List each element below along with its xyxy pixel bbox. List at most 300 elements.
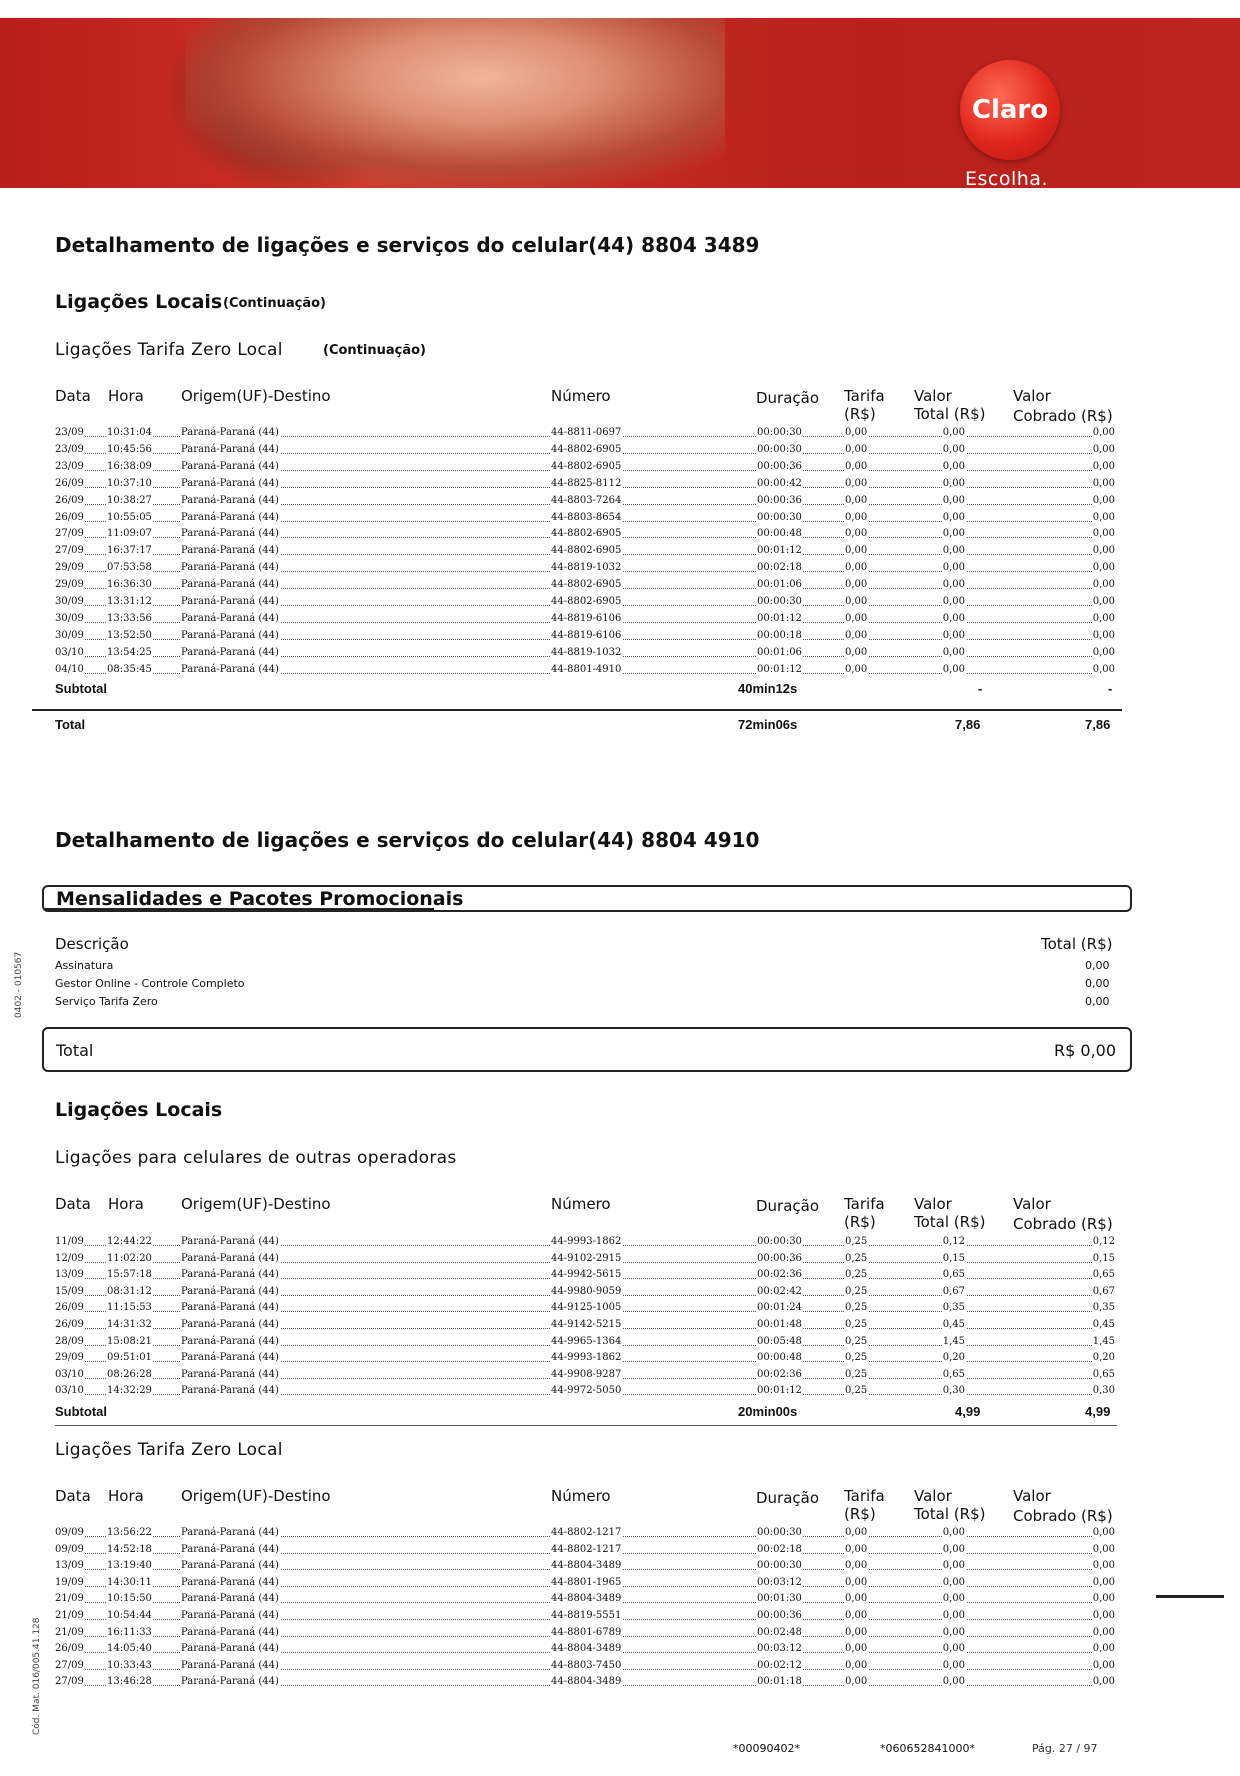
section1-cell-valor-cobrado xyxy=(1092,458,1116,475)
section2-table2-col-valor-cobrado-2: Cobrado (R$) xyxy=(1013,1507,1113,1525)
section2-table1-row xyxy=(54,1299,1116,1316)
section1-cell-valor-total xyxy=(942,441,966,458)
section1-cell-text: Paraná-Paraná (44) xyxy=(181,511,279,523)
section2-table1-cell-valor-total xyxy=(942,1349,966,1366)
section1-cell-text: 0,00 xyxy=(1092,545,1115,557)
section1-total-total: 7,86 xyxy=(955,717,981,732)
section1-cell-numero xyxy=(550,441,622,458)
section2-table1-cell-tarifa xyxy=(844,1333,868,1350)
section1-cell-text: 13:31:12 xyxy=(107,596,152,607)
sub1-subtotal-cobrado: 4,99 xyxy=(1085,1404,1111,1419)
section2-table1-cell-text: 26/09 xyxy=(55,1302,84,1314)
section1-cell-text: 0,00 xyxy=(1092,596,1115,607)
section1-cell-tarifa xyxy=(844,661,868,678)
section1-cell-valor-total xyxy=(942,610,966,627)
section2-table1-cell-text: 00:01:48 xyxy=(757,1319,802,1330)
section1-cell-origem xyxy=(180,627,280,644)
section2-table2-cell-text: 44-8804-3489 xyxy=(551,1593,622,1605)
section1-col-valor-cobrado-2: Cobrado (R$) xyxy=(1013,407,1113,425)
section2-table1-cell-text: 0,35 xyxy=(942,1302,965,1314)
section1-cell-tarifa xyxy=(844,475,868,492)
section2-table1-cell-duracao xyxy=(756,1349,803,1366)
section1-cell-duracao xyxy=(756,475,803,492)
section1-cell-duracao xyxy=(756,458,803,475)
section1-cell-text: 0,00 xyxy=(942,646,965,658)
section1-cell-valor-total xyxy=(942,593,966,610)
section2-table2-row xyxy=(54,1607,1116,1624)
section1-cell-valor-cobrado xyxy=(1092,509,1116,526)
section2-table2-cell-hora xyxy=(106,1624,153,1641)
section1-cell-text: 08:35:45 xyxy=(107,663,152,675)
section2-table1-cell-text: 0,30 xyxy=(1092,1385,1115,1397)
section1-cell-text: 44-8819-6106 xyxy=(551,629,622,641)
mensalidades-underline xyxy=(44,908,434,910)
section2-table1-cell-text: 12/09 xyxy=(55,1252,84,1264)
section1-cell-numero xyxy=(550,424,622,441)
page-number: Pág. 27 / 97 xyxy=(1032,1742,1098,1755)
section1-col-data: Data xyxy=(55,387,91,405)
section2-table2-cell-text: 19/09 xyxy=(55,1576,84,1588)
section1-cell-origem xyxy=(180,509,280,526)
section1-cell-valor-total xyxy=(942,542,966,559)
section2-table2-cell-origem xyxy=(180,1524,280,1541)
section2-table2-cell-text: 00:01:30 xyxy=(757,1593,802,1605)
section2-table1-row xyxy=(54,1266,1116,1283)
section2-table1-cell-text: 0,25 xyxy=(845,1335,868,1347)
section1-cell-text: 26/09 xyxy=(55,511,84,523)
section1-cell-text: Paraná-Paraná (44) xyxy=(181,663,279,675)
section2-table2-col-numero: Número xyxy=(551,1487,611,1505)
section1-cell-numero xyxy=(550,458,622,475)
section2-table1-cell-text: 1,45 xyxy=(942,1335,965,1347)
section2-table1-row xyxy=(54,1233,1116,1250)
side-material-code: Cód. Mat. 016/005.41.128 xyxy=(32,1617,42,1735)
section1-cell-numero xyxy=(550,644,622,661)
section2-table2-cell-origem xyxy=(180,1624,280,1641)
section2-table1-cell-text: 0,25 xyxy=(845,1285,868,1297)
section2-table1-cell-text: Paraná-Paraná (44) xyxy=(181,1285,279,1297)
section1-cell-valor-cobrado xyxy=(1092,576,1116,593)
section2-table1-cell-duracao xyxy=(756,1299,803,1316)
section2-table1-cell-hora xyxy=(106,1382,153,1399)
section2-table1-cell-duracao xyxy=(756,1233,803,1250)
section1-col-numero: Número xyxy=(551,387,611,405)
section2-table1-cell-text: 0,65 xyxy=(1092,1269,1115,1281)
section2-table1-cell-text: 14:32:29 xyxy=(107,1385,152,1397)
section1-cell-text: 44-8825-8112 xyxy=(551,477,622,489)
section2-table1-col-valor-total-1: Valor xyxy=(914,1195,952,1213)
footer-code-2: *060652841000* xyxy=(880,1742,975,1755)
section2-table2-cell-hora xyxy=(106,1541,153,1558)
section2-table1-cell-text: 00:01:24 xyxy=(757,1302,802,1314)
section2-table1-cell-text: 0,15 xyxy=(942,1252,965,1264)
section2-table1-cell-text: 00:02:36 xyxy=(757,1368,802,1380)
section1-group: Ligações Locais xyxy=(55,291,223,313)
section2-table2-cell-text: 00:03:12 xyxy=(757,1643,802,1655)
section2-table1-cell-text: 0,20 xyxy=(1092,1352,1115,1364)
section2-table1-cell-duracao xyxy=(756,1266,803,1283)
section2-table2-cell-text: 0,00 xyxy=(942,1610,965,1621)
section1-cell-valor-cobrado xyxy=(1092,610,1116,627)
section1-cell-tarifa xyxy=(844,542,868,559)
section2-table1-cell-tarifa xyxy=(844,1233,868,1250)
section1-cell-text: 00:00:30 xyxy=(757,511,802,523)
section2-table2-cell-data xyxy=(54,1557,85,1574)
section2-table1-cell-text: Paraná-Paraná (44) xyxy=(181,1385,279,1397)
section2-table2-cell-text: 44-8802-1217 xyxy=(551,1527,622,1538)
section2-table2-row xyxy=(54,1524,1116,1541)
section1-cell-origem xyxy=(180,458,280,475)
section1-cell-text: 23/09 xyxy=(55,460,84,472)
section1-cell-numero xyxy=(550,542,622,559)
section2-table1-cell-origem xyxy=(180,1382,280,1399)
section1-cell-valor-cobrado xyxy=(1092,661,1116,678)
section1-cell-data xyxy=(54,475,85,492)
section1-cell-tarifa xyxy=(844,559,868,576)
section2-table1-cell-text: 03/10 xyxy=(55,1385,84,1397)
section1-cell-text: 10:31:04 xyxy=(107,427,152,438)
section2-table2-col-valor-total-2: Total (R$) xyxy=(914,1505,986,1523)
section2-table2-cell-valor-cobrado xyxy=(1092,1541,1116,1558)
section1-cell-text: 0,00 xyxy=(1092,460,1115,472)
mensalidades-total-box xyxy=(42,1027,1132,1072)
section1-cell-text: 16:37:17 xyxy=(107,545,152,557)
section2-table2-row xyxy=(54,1541,1116,1558)
section1-cell-text: 0,00 xyxy=(845,579,868,591)
section2-table1-cell-text: 15:57:18 xyxy=(107,1269,152,1281)
section2-table2-cell-duracao xyxy=(756,1640,803,1657)
section1-cell-hora xyxy=(106,644,153,661)
mensalidades-box xyxy=(42,885,1132,912)
section2-table2-cell-origem xyxy=(180,1541,280,1558)
section2-table1-cell-numero xyxy=(550,1283,622,1300)
section1-cell-text: 23/09 xyxy=(55,443,84,455)
section2-table2-cell-text: 00:00:36 xyxy=(757,1610,802,1621)
section2-table2-cell-tarifa xyxy=(844,1673,868,1690)
footer-code-1: *00090402* xyxy=(733,1742,800,1755)
section2-table2-cell-text: Paraná-Paraná (44) xyxy=(181,1610,279,1621)
descricao-header: Descrição xyxy=(55,935,129,953)
section2-table2-cell-text: 14:05:40 xyxy=(107,1643,152,1655)
section1-cell-text: 0,00 xyxy=(942,562,965,574)
section2-table1-cell-valor-total xyxy=(942,1366,966,1383)
section1-cell-numero xyxy=(550,492,622,509)
section1-cell-text: 26/09 xyxy=(55,477,84,489)
section1-cell-text: 27/09 xyxy=(55,545,84,557)
section2-table1-row xyxy=(54,1250,1116,1267)
section2-table1-cell-valor-total xyxy=(942,1250,966,1267)
section2-table2-cell-text: 13:56:22 xyxy=(107,1527,152,1538)
section1-cell-text: 04/10 xyxy=(55,663,84,675)
section1-cell-data xyxy=(54,610,85,627)
section2-table1-cell-valor-cobrado xyxy=(1092,1382,1116,1399)
section1-row xyxy=(54,441,1116,458)
section1-col-tarifa-unit: (R$) xyxy=(844,405,876,423)
section1-cell-duracao xyxy=(756,424,803,441)
section1-cell-numero xyxy=(550,661,622,678)
section1-cell-data xyxy=(54,661,85,678)
section2-table1-cell-origem xyxy=(180,1333,280,1350)
sub1-subtotal-total: 4,99 xyxy=(955,1404,981,1419)
section2-table2-cell-valor-cobrado xyxy=(1092,1657,1116,1674)
section2-table1-cell-text: 0,25 xyxy=(845,1252,868,1264)
section2-table1-cell-origem xyxy=(180,1250,280,1267)
section2-table2-cell-data xyxy=(54,1541,85,1558)
section1-cell-duracao xyxy=(756,661,803,678)
section1-row xyxy=(54,644,1116,661)
section2-table2-cell-text: 44-8802-1217 xyxy=(551,1543,622,1555)
section2-table2-cell-origem xyxy=(180,1673,280,1690)
section1-cell-text: Paraná-Paraná (44) xyxy=(181,477,279,489)
section1-cell-origem xyxy=(180,525,280,542)
section1-cell-text: 10:37:10 xyxy=(107,477,152,489)
section1-cell-valor-total xyxy=(942,627,966,644)
section1-cell-text: 16:38:09 xyxy=(107,460,152,472)
section2-table1-cell-text: 0,25 xyxy=(845,1385,868,1397)
section2-table1-cell-valor-total xyxy=(942,1382,966,1399)
section2-table1-cell-text: 44-9972-5050 xyxy=(551,1385,622,1397)
section2-table1-cell-valor-cobrado xyxy=(1092,1283,1116,1300)
section1-cell-text: 0,00 xyxy=(942,494,965,506)
section2-table2-cell-text: Paraná-Paraná (44) xyxy=(181,1543,279,1555)
section2-table1-cell-text: Paraná-Paraná (44) xyxy=(181,1352,279,1364)
section1-cell-text: 0,00 xyxy=(942,612,965,624)
section1-cell-hora xyxy=(106,475,153,492)
section2-table2-cell-text: 44-8803-7450 xyxy=(551,1659,622,1671)
section1-cell-text: 0,00 xyxy=(1092,612,1115,624)
section2-table1-cell-duracao xyxy=(756,1366,803,1383)
section1-cell-text: 44-8819-6106 xyxy=(551,612,622,624)
section2-table2-cell-text: 00:03:12 xyxy=(757,1576,802,1588)
section1-cell-text: 0,00 xyxy=(942,443,965,455)
section2-table1-cell-text: 00:00:30 xyxy=(757,1236,802,1247)
section2-table1-cell-text: 00:02:42 xyxy=(757,1285,802,1297)
section1-cell-origem xyxy=(180,492,280,509)
section2-table1-cell-text: 28/09 xyxy=(55,1335,84,1347)
section1-cell-text: 29/09 xyxy=(55,579,84,591)
section2-table2-cell-valor-total xyxy=(942,1607,966,1624)
section2-table2-cell-text: 0,00 xyxy=(1092,1527,1115,1538)
section1-cell-text: 0,00 xyxy=(845,596,868,607)
section2-table1-cell-text: Paraná-Paraná (44) xyxy=(181,1302,279,1314)
section2-table1-cell-valor-cobrado xyxy=(1092,1366,1116,1383)
section2-table1-cell-duracao xyxy=(756,1250,803,1267)
section1-cell-text: 0,00 xyxy=(942,528,965,540)
section1-subgroup: Ligações Tarifa Zero Local xyxy=(55,340,283,360)
section2-table1-cell-text: 0,12 xyxy=(942,1236,965,1247)
section1-cell-hora xyxy=(106,542,153,559)
section2-table1-row xyxy=(54,1349,1116,1366)
section1-cell-tarifa xyxy=(844,492,868,509)
section1-cell-hora xyxy=(106,610,153,627)
section2-table2-col-origem: Origem(UF)-Destino xyxy=(181,1487,331,1505)
section2-table1-row xyxy=(54,1333,1116,1350)
section2-table2-cell-text: 27/09 xyxy=(55,1659,84,1671)
section2-table2-cell-text: 44-8819-5551 xyxy=(551,1610,622,1621)
section2-table2-col-valor-total-1: Valor xyxy=(914,1487,952,1505)
section2-table2-cell-text: 00:00:30 xyxy=(757,1560,802,1572)
section2-table1-cell-duracao xyxy=(756,1316,803,1333)
section2-table1-row xyxy=(54,1283,1116,1300)
section2-table2-cell-numero xyxy=(550,1574,622,1591)
section2-table2-cell-valor-total xyxy=(942,1590,966,1607)
section2-table1-col-numero: Número xyxy=(551,1195,611,1213)
section2-table1-cell-data xyxy=(54,1283,85,1300)
section2-table2-cell-text: 0,00 xyxy=(1092,1659,1115,1671)
section1-subtotal-label: Subtotal xyxy=(55,681,107,696)
section1-cell-text: 0,00 xyxy=(942,477,965,489)
section1-cell-text: 0,00 xyxy=(1092,494,1115,506)
section2-table2-cell-text: 0,00 xyxy=(942,1593,965,1605)
section2-table1-cell-text: 44-9993-1862 xyxy=(551,1236,622,1247)
section1-row xyxy=(54,576,1116,593)
section2-table1-cell-tarifa xyxy=(844,1299,868,1316)
section1-cell-text: 0,00 xyxy=(845,511,868,523)
section2-table2-row xyxy=(54,1673,1116,1690)
section1-cell-text: 44-8802-6905 xyxy=(551,460,622,472)
section1-cell-text: Paraná-Paraná (44) xyxy=(181,545,279,557)
section2-table2-cell-valor-cobrado xyxy=(1092,1574,1116,1591)
section2-table2-cell-data xyxy=(54,1673,85,1690)
section1-cell-text: 0,00 xyxy=(845,443,868,455)
section2-table1-cell-valor-cobrado xyxy=(1092,1250,1116,1267)
section1-cell-text: 0,00 xyxy=(1092,663,1115,675)
section2-table1-cell-text: 0,45 xyxy=(1092,1319,1115,1330)
section1-cell-text: 0,00 xyxy=(1092,646,1115,658)
section1-cell-duracao xyxy=(756,542,803,559)
section1-cell-text: 44-8802-6905 xyxy=(551,443,622,455)
section1-cell-tarifa xyxy=(844,610,868,627)
section2-table2-cell-text: 21/09 xyxy=(55,1593,84,1605)
section2-table1-cell-valor-total xyxy=(942,1333,966,1350)
section1-cell-text: 0,00 xyxy=(845,460,868,472)
section1-cell-valor-total xyxy=(942,475,966,492)
section2-table1-cell-text: 11/09 xyxy=(55,1236,84,1247)
mensalidade-item-label: Gestor Online - Controle Completo xyxy=(55,977,245,990)
section2-table1-cell-hora xyxy=(106,1316,153,1333)
section1-cell-data xyxy=(54,458,85,475)
section1-cell-data xyxy=(54,424,85,441)
section2-table1-cell-tarifa xyxy=(844,1382,868,1399)
section2-table1-cell-text: 11:02:20 xyxy=(107,1252,152,1264)
section2-table1-cell-tarifa xyxy=(844,1250,868,1267)
section2-table1-row xyxy=(54,1316,1116,1333)
section2-table1-row xyxy=(54,1366,1116,1383)
section1-cell-valor-total xyxy=(942,424,966,441)
section1-cell-text: 16:36:30 xyxy=(107,579,152,591)
section2-table2-row xyxy=(54,1624,1116,1641)
section2-table2-cell-numero xyxy=(550,1673,622,1690)
section2-table1-cell-text: 0,25 xyxy=(845,1236,868,1247)
section2-table1-cell-origem xyxy=(180,1283,280,1300)
section2-table1-cell-hora xyxy=(106,1250,153,1267)
section1-cell-hora xyxy=(106,576,153,593)
section1-cell-text: 0,00 xyxy=(942,427,965,438)
section1-cell-text: 03/10 xyxy=(55,646,84,658)
section1-cell-text: 00:01:12 xyxy=(757,545,802,557)
section1-row xyxy=(54,542,1116,559)
section1-row xyxy=(54,559,1116,576)
claro-logo xyxy=(960,60,1060,160)
section2-table2-cell-text: 13:19:40 xyxy=(107,1560,152,1572)
section1-cell-text: 0,00 xyxy=(1092,528,1115,540)
section2-table1-cell-hora xyxy=(106,1366,153,1383)
section2-table2-cell-text: 21/09 xyxy=(55,1626,84,1638)
section2-table1-cell-origem xyxy=(180,1316,280,1333)
section2-table2-cell-text: 0,00 xyxy=(1092,1626,1115,1638)
section1-cell-text: 0,00 xyxy=(942,545,965,557)
section1-cell-text: 07:53:58 xyxy=(107,562,152,574)
section2-table2-cell-text: 0,00 xyxy=(845,1659,868,1671)
section2-table2-cell-duracao xyxy=(756,1574,803,1591)
section2-table2-cell-text: 0,00 xyxy=(942,1676,965,1688)
section1-cell-text: 0,00 xyxy=(845,427,868,438)
section2-table2-cell-text: 13/09 xyxy=(55,1560,84,1572)
section2-table1-cell-valor-total xyxy=(942,1283,966,1300)
section2-table1-cell-data xyxy=(54,1366,85,1383)
section2-table1-col-valor-cobrado-2: Cobrado (R$) xyxy=(1013,1215,1113,1233)
section1-cell-text: 27/09 xyxy=(55,528,84,540)
section2-table2-cell-origem xyxy=(180,1657,280,1674)
section1-cell-text: 0,00 xyxy=(942,511,965,523)
section1-cell-origem xyxy=(180,475,280,492)
section2-table2-col-valor-cobrado-1: Valor xyxy=(1013,1487,1051,1505)
section1-cell-text: 00:01:06 xyxy=(757,579,802,591)
section1-cell-text: 0,00 xyxy=(845,629,868,641)
section1-cell-text: 00:02:18 xyxy=(757,562,802,574)
section1-cell-hora xyxy=(106,525,153,542)
section1-cell-text: 0,00 xyxy=(1092,629,1115,641)
section1-cell-text: 0,00 xyxy=(1092,579,1115,591)
section1-cell-valor-total xyxy=(942,492,966,509)
mensalidade-item-value: 0,00 xyxy=(1085,977,1110,990)
section2-table2-cell-numero xyxy=(550,1607,622,1624)
section1-cell-data xyxy=(54,492,85,509)
section2-table1-cell-text: 44-9125-1005 xyxy=(551,1302,622,1314)
section1-cell-text: 00:01:12 xyxy=(757,612,802,624)
section2-table1-cell-text: 00:00:36 xyxy=(757,1252,802,1264)
section2-group: Ligações Locais xyxy=(55,1099,223,1121)
section1-cell-numero xyxy=(550,576,622,593)
section1-cell-text: Paraná-Paraná (44) xyxy=(181,629,279,641)
section2-table2-cell-duracao xyxy=(756,1541,803,1558)
section1-row xyxy=(54,525,1116,542)
section2-table1-cell-hora xyxy=(106,1266,153,1283)
section1-cell-origem xyxy=(180,576,280,593)
section1-cell-data xyxy=(54,441,85,458)
section1-cell-numero xyxy=(550,610,622,627)
section2-table2-cell-valor-cobrado xyxy=(1092,1624,1116,1641)
section1-cell-text: Paraná-Paraná (44) xyxy=(181,427,279,438)
section2-table1-cell-text: 14:31:32 xyxy=(107,1319,152,1330)
section2-table2-row xyxy=(54,1574,1116,1591)
section1-col-origem: Origem(UF)-Destino xyxy=(181,387,331,405)
section1-subtotal-cobrado: - xyxy=(1108,681,1113,696)
section2-table1-cell-data xyxy=(54,1266,85,1283)
section1-col-valor-total-1: Valor xyxy=(914,387,952,405)
section2-table1-cell-valor-cobrado xyxy=(1092,1349,1116,1366)
section1-cell-text: Paraná-Paraná (44) xyxy=(181,460,279,472)
section2-table1-cell-hora xyxy=(106,1283,153,1300)
section2-table2-col-hora: Hora xyxy=(108,1487,144,1505)
section1-cell-text: 00:00:30 xyxy=(757,443,802,455)
section1-cell-text: 44-8803-7264 xyxy=(551,494,622,506)
section2-table1-cell-origem xyxy=(180,1266,280,1283)
section2-table2-cell-text: 0,00 xyxy=(845,1626,868,1638)
section1-cell-tarifa xyxy=(844,424,868,441)
section2-table1-cell-text: 13/09 xyxy=(55,1269,84,1281)
section2-table1-cell-valor-cobrado xyxy=(1092,1333,1116,1350)
